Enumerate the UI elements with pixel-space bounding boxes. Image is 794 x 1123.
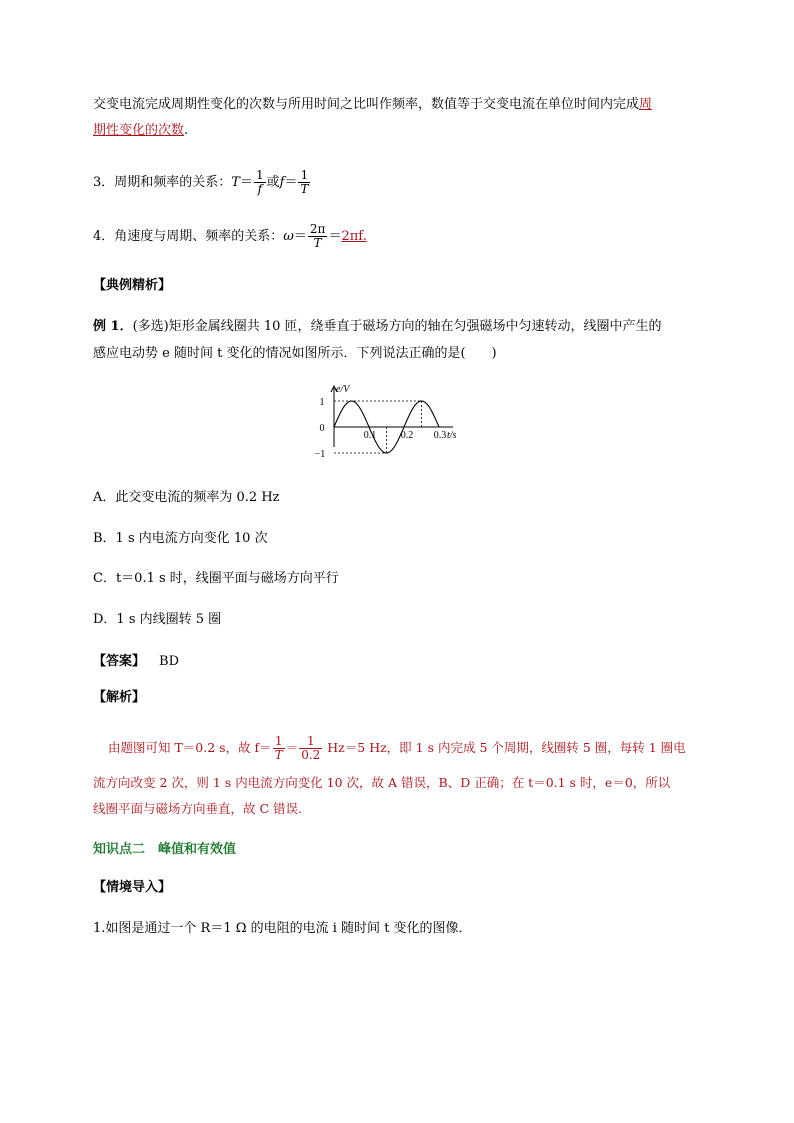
item-3: 3．周期和频率的关系：T＝ $\frac{1}{f}$ 或f＝ $\frac{1}{T}$ <box>93 168 309 196</box>
intro-highlight: 周 <box>639 97 653 112</box>
intro-line-2: 期性变化的次数. <box>93 123 189 138</box>
sine-wave-chart <box>312 380 502 465</box>
section-example-heading: 【典例精析】 <box>93 278 172 293</box>
fraction-2pi-over-T: $\frac{2\pi}{T}$ <box>309 222 326 250</box>
fraction-1-over-0.2: $\frac{1}{0.2}$ <box>301 734 321 762</box>
situation-text: 1.如图是通过一个 R＝1 Ω 的电阻的电流 i 随时间 t 变化的图像． <box>93 921 472 936</box>
y-tick-label: 1 <box>319 397 325 408</box>
intro-highlight-2: 期性变化的次数 <box>93 123 185 138</box>
fraction-1-over-T: $\frac{1}{T}$ <box>300 168 309 196</box>
example-line-2: 感应电动势 e 随时间 t 变化的情况如图所示．下列说法正确的是( ) <box>93 346 497 361</box>
section-2-title: 知识点二 峰值和有效值 <box>93 842 237 857</box>
fraction-1-over-T-expl: $\frac{1}{T}$ <box>274 734 283 762</box>
explanation-line-2: 流方向改变 2 次，则 1 s 内电流方向变化 10 次，故 A 错误，B、D 正确；在 t＝0.1 s 时，e＝0，所以 <box>93 775 671 790</box>
analysis-label: 【解析】 <box>93 690 146 705</box>
example-line-1: 例 1．(多选)矩形金属线圈共 10 匝，绕垂直于磁场方向的轴在匀强磁场中匀速转动，线圈中产生的 <box>93 319 662 334</box>
item-4-highlight: 2πf. <box>341 229 367 244</box>
answer-row <box>93 653 179 671</box>
intro-text: 交变电流完成周期性变化的次数与所用时间之比叫作频率，数值等于交变电流在单位时间内完成 <box>93 97 640 112</box>
option-c: C．t＝0.1 s 时，线圈平面与磁场方向平行 <box>93 571 339 586</box>
item-4: 4．角速度与周期、频率的关系：ω＝ $\frac{2\pi}{T}$ ＝2πf. <box>93 222 367 250</box>
answer-label: 【答案】 <box>93 654 146 669</box>
situation-heading: 【情境导入】 <box>93 880 172 895</box>
option-b: B．1 s 内电流方向变化 10 次 <box>93 531 268 546</box>
x-tick-label: 0.3 <box>433 430 447 441</box>
option-a: A．此交变电流的频率为 0.2 Hz <box>93 490 280 505</box>
y-tick-label: −1 <box>314 449 326 460</box>
x-axis-label: t/s <box>447 430 457 441</box>
explanation-line-1: 由题图可知 T＝0.2 s，故 f＝ $\frac{1}{T}$ ＝ $\frac{1}{0.2}$ Hz＝5 Hz，即 1 s 内完成 5 个周期，线圈转 5 圈，每转 1 圈电 <box>108 734 686 762</box>
y-axis-label: e/V <box>336 384 350 395</box>
intro-line-1 <box>93 96 652 114</box>
fraction-1-over-f: $\frac{1}{f}$ <box>255 168 264 196</box>
explanation-line-3: 线圈平面与磁场方向垂直，故 C 错误. <box>93 801 302 816</box>
x-tick-label: 0.2 <box>400 430 414 441</box>
option-d: D．1 s 内线圈转 5 圈 <box>93 612 222 627</box>
y-tick-label: 0 <box>319 423 325 434</box>
answer-value: BD <box>159 654 179 669</box>
x-tick-label: 0.1 <box>363 430 377 441</box>
